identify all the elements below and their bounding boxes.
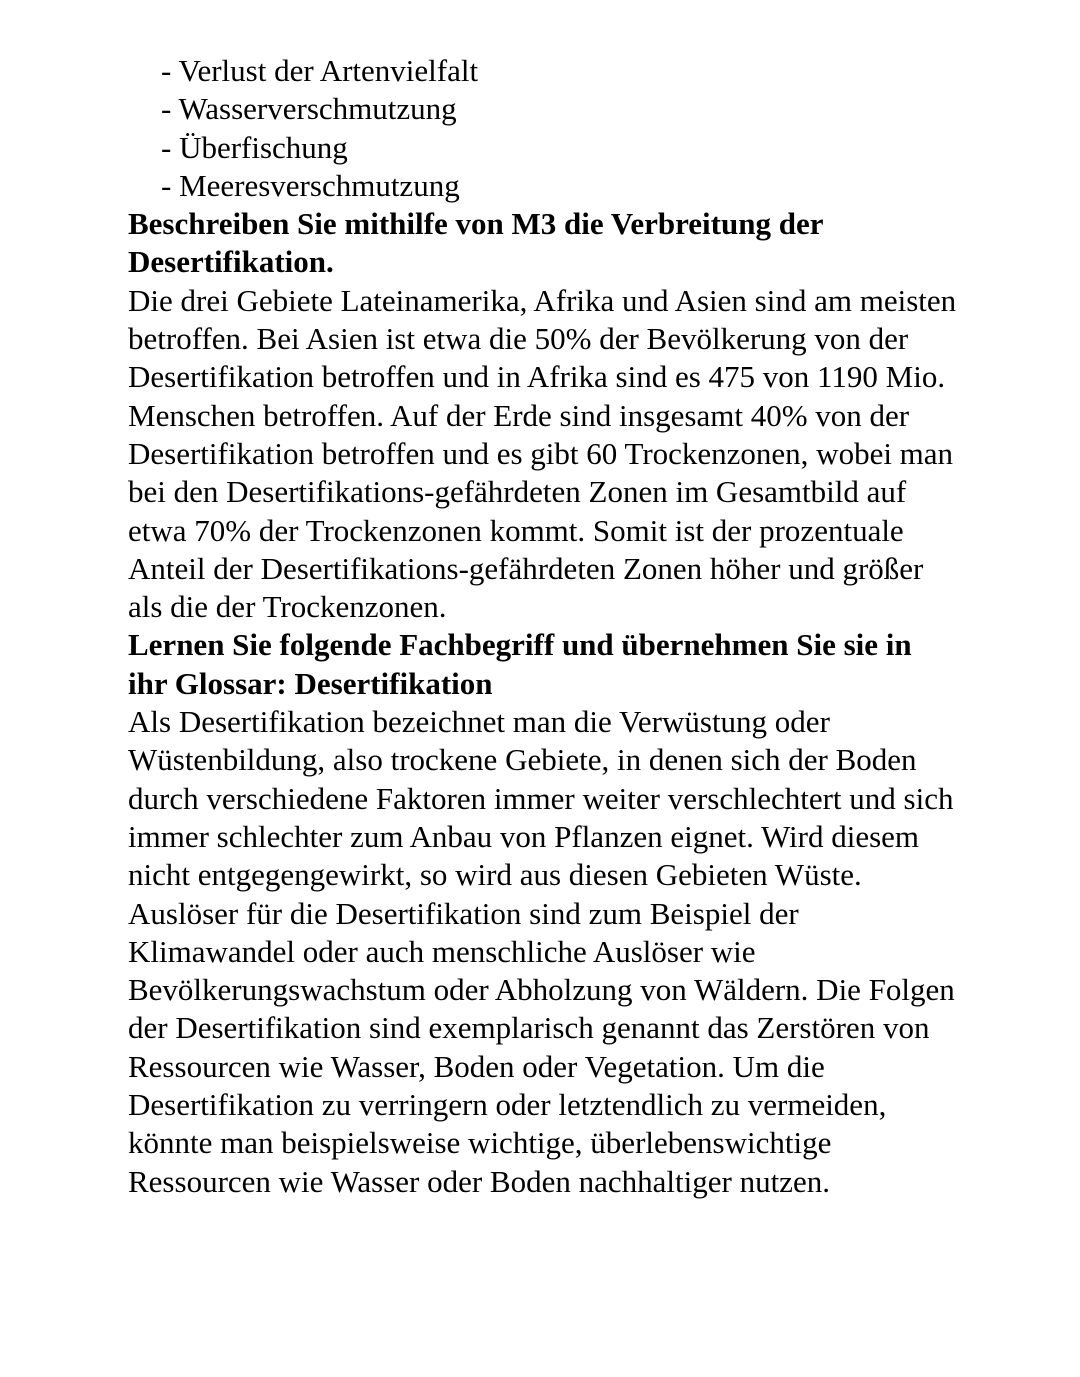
list-item: - Wasserverschmutzung [161,91,457,127]
list-item: - Überfischung [161,129,348,165]
bullet-list [128,52,958,205]
section-verbreitung [128,205,958,626]
task-heading: Beschreiben Sie mithilfe von M3 die Verbreitung der Desertifikation. [128,206,823,280]
answer-paragraph: Als Desertifikation bezeichnet man die Verwüstung oder Wüstenbildung, also trockene Gebiete, in denen sich der Boden durch verschiedene Faktoren immer weiter verschlechtert und sich immer schlechter zum Anbau von Pflanzen eignet. Wird diesem nicht entgegengewirkt, so wird aus diesen Gebieten Wüste. Auslöser für die Desertifikation sind zum Beispiel der Klimawandel oder auch menschliche Auslöser wie Bevölkerungswachstum oder Abholzung von Wäldern. Die Folgen der Desertifikation sind exemplarisch genannt das Zerstören von Ressourcen wie Wasser, Boden oder Vegetation. Um die Desertifikation zu verringern oder letztendlich zu vermeiden, könnte man beispielsweise wichtige, überlebenswichtige Ressourcen wie Wasser oder Boden nachhaltiger nutzen. [128,704,955,1199]
answer-paragraph: Die drei Gebiete Lateinamerika, Afrika und Asien sind am meisten betroffen. Bei Asien ist etwa die 50% der Bevölkerung von der Desertifikation betroffen und in Afrika sind es 475 von 1190 Mio. Menschen betroffen. Auf der Erde sind insgesamt 40% von der Desertifikation betroffen und es gibt 60 Trockenzonen, wobei man bei den Desertifikations-gefährdeten Zonen im Gesamtbild auf etwa 70% der Trockenzonen kommt. Somit ist der prozentuale Anteil der Desertifikations-gefährdeten Zonen höher und größer als die der Trockenzonen. [128,282,957,625]
section-glossar [128,626,958,1200]
document-page [128,52,958,1201]
task-heading: Lernen Sie folgende Fachbegriff und übernehmen Sie sie in ihr Glossar: Desertifikation [128,627,912,701]
list-item: - Meeresverschmutzung [161,167,460,203]
list-item: - Verlust der Artenvielfalt [161,53,479,88]
